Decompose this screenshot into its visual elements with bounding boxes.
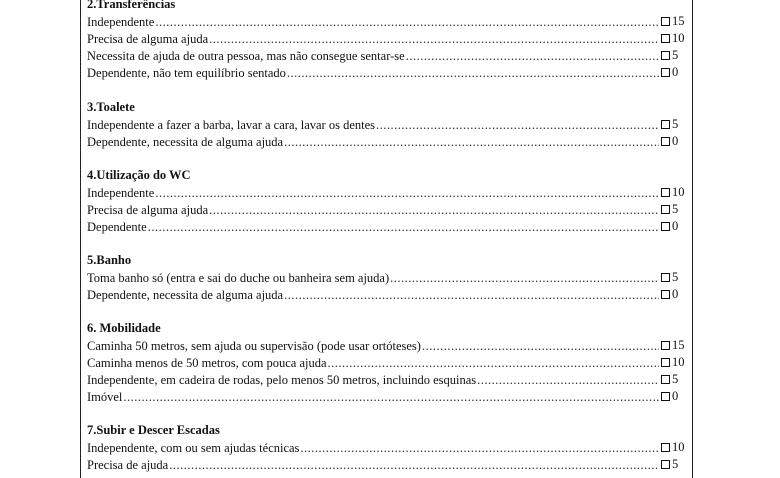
- checkbox[interactable]: [661, 68, 670, 77]
- checkbox[interactable]: [661, 358, 670, 367]
- dot-leader: [209, 31, 659, 48]
- dot-leader: [209, 202, 659, 219]
- dot-leader: [328, 355, 659, 372]
- option-row: [87, 30, 687, 47]
- dot-leader: [169, 457, 659, 474]
- score-value: 15: [672, 14, 685, 28]
- option-row: [87, 286, 687, 303]
- option-label: Necessita de ajuda de outra pessoa, mas não consegue sentar-se: [87, 49, 405, 63]
- dot-leader: [284, 134, 659, 151]
- checkbox[interactable]: [661, 17, 670, 26]
- section-title: 5.Banho: [87, 253, 132, 267]
- dot-leader: [406, 48, 659, 65]
- option-row: [87, 64, 687, 81]
- option-label: Dependente: [87, 220, 147, 234]
- option-row: [87, 388, 687, 405]
- checkbox[interactable]: [661, 443, 670, 452]
- checkbox[interactable]: [661, 222, 670, 231]
- option-row: [87, 371, 687, 388]
- option-row: [87, 116, 687, 133]
- option-row: [87, 269, 687, 286]
- section-title: 4.Utilização do WC: [87, 168, 191, 182]
- option-row: [87, 47, 687, 64]
- score-value: 5: [672, 372, 679, 386]
- option-label: Precisa de alguma ajuda: [87, 32, 209, 46]
- option-row: [87, 218, 687, 235]
- section-title: 3.Toalete: [87, 100, 135, 114]
- option-row: [87, 354, 687, 371]
- option-row: [87, 439, 687, 456]
- checkbox[interactable]: [661, 273, 670, 282]
- dot-leader: [376, 117, 659, 134]
- option-label: Toma banho só (entra e sai do duche ou banheira sem ajuda): [87, 271, 390, 285]
- option-row: [87, 201, 687, 218]
- dot-leader: [287, 65, 659, 82]
- dot-leader: [123, 389, 659, 406]
- option-row: [87, 133, 687, 150]
- section-title: 7.Subir e Descer Escadas: [87, 423, 220, 437]
- option-row: [87, 13, 687, 30]
- checkbox[interactable]: [661, 137, 670, 146]
- score-value: 0: [672, 389, 679, 403]
- option-label: Caminha 50 metros, sem ajuda ou supervisão (pode usar ortóteses): [87, 339, 421, 353]
- section-title: 2.Transferências: [87, 0, 176, 11]
- dot-leader: [422, 338, 659, 355]
- score-value: 0: [672, 65, 679, 79]
- score-value: 0: [672, 287, 679, 301]
- dot-leader: [300, 440, 659, 457]
- section-title: 6. Mobilidade: [87, 321, 161, 335]
- option-row: [87, 456, 687, 473]
- option-row: [87, 184, 687, 201]
- dot-leader: [390, 270, 659, 287]
- option-label: Independente, em cadeira de rodas, pelo menos 50 metros, incluindo esquinas: [87, 373, 477, 387]
- option-label: Precisa de ajuda: [87, 458, 169, 472]
- checkbox[interactable]: [661, 120, 670, 129]
- checkbox[interactable]: [661, 34, 670, 43]
- section-banho: [87, 252, 687, 303]
- score-value: 5: [672, 117, 679, 131]
- dot-leader: [155, 14, 659, 31]
- option-label: Caminha menos de 50 metros, com pouca ajuda: [87, 356, 327, 370]
- score-value: 0: [672, 219, 679, 233]
- checkbox[interactable]: [661, 460, 670, 469]
- score-value: 10: [672, 185, 685, 199]
- score-value: 5: [672, 270, 679, 284]
- checkbox[interactable]: [661, 51, 670, 60]
- checkbox[interactable]: [661, 341, 670, 350]
- score-value: 15: [672, 338, 685, 352]
- section-toalete: [87, 99, 687, 150]
- option-label: Independente a fazer a barba, lavar a cara, lavar os dentes: [87, 118, 376, 132]
- option-label: Dependente, necessita de alguma ajuda: [87, 135, 284, 149]
- option-row: [87, 337, 687, 354]
- dot-leader: [477, 372, 659, 389]
- option-label: Independente: [87, 15, 155, 29]
- checkbox[interactable]: [661, 290, 670, 299]
- score-value: 5: [672, 48, 679, 62]
- option-label: Precisa de alguma ajuda: [87, 203, 209, 217]
- dot-leader: [148, 219, 659, 236]
- checkbox[interactable]: [661, 188, 670, 197]
- checkbox[interactable]: [661, 375, 670, 384]
- option-label: Imóvel: [87, 390, 123, 404]
- section-mobilidade: [87, 320, 687, 405]
- option-label: Independente, com ou sem ajudas técnicas: [87, 441, 300, 455]
- checkbox[interactable]: [661, 205, 670, 214]
- dot-leader: [155, 185, 659, 202]
- checkbox[interactable]: [661, 392, 670, 401]
- option-label: Independente: [87, 186, 155, 200]
- section-subir-descer-escadas: [87, 422, 687, 473]
- section-transferencias: [87, 0, 687, 81]
- dot-leader: [284, 287, 659, 304]
- option-label: Dependente, não tem equilíbrio sentado: [87, 66, 286, 80]
- option-label: Dependente, necessita de alguma ajuda: [87, 288, 284, 302]
- score-value: 10: [672, 355, 685, 369]
- score-value: 5: [672, 202, 679, 216]
- score-value: 5: [672, 457, 679, 471]
- score-value: 10: [672, 440, 685, 454]
- section-utilizacao-wc: [87, 167, 687, 235]
- score-value: 0: [672, 134, 679, 148]
- score-value: 10: [672, 31, 685, 45]
